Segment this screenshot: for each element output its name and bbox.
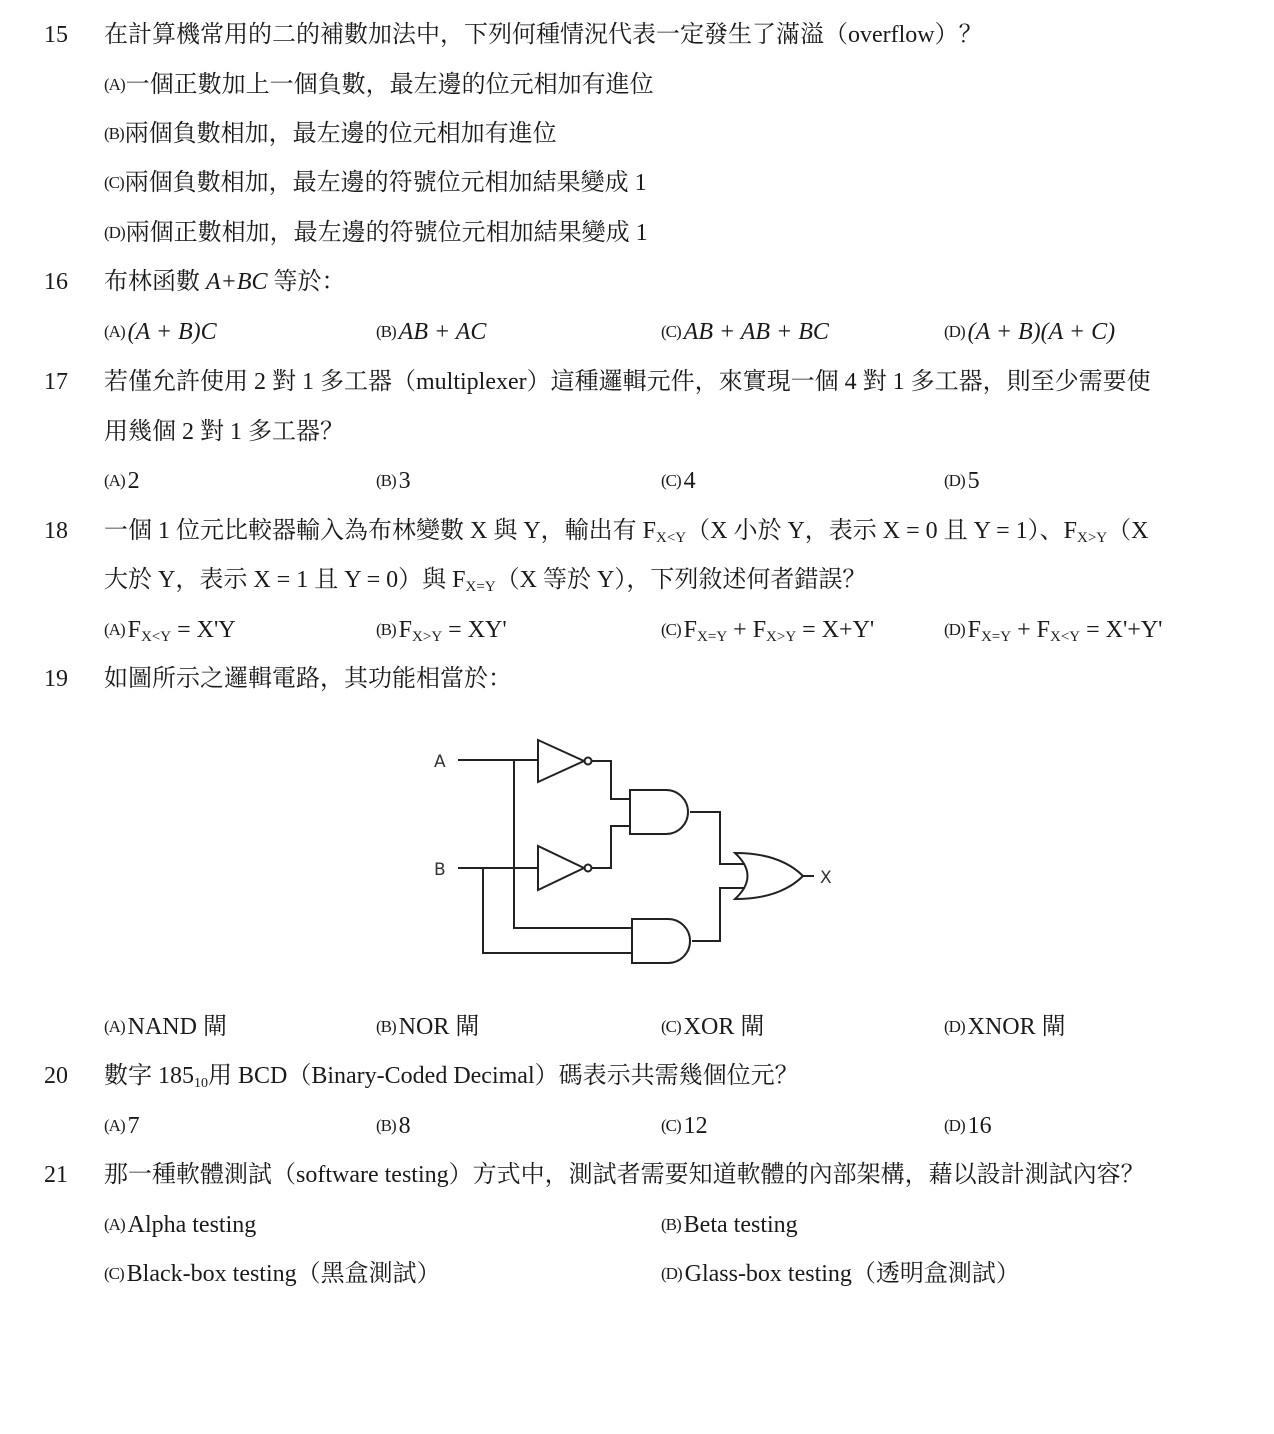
option-label: (B): [376, 1116, 396, 1135]
option-label: (B): [376, 1017, 396, 1036]
question-number: 18: [44, 518, 68, 544]
question-text: 如圖所示之邏輯電路，其功能相當於：: [104, 666, 512, 692]
option-b: [376, 1111, 411, 1143]
option-c: [661, 466, 696, 498]
option-b: [376, 466, 411, 498]
option-label: (C): [661, 1116, 681, 1135]
question-text: 那一種軟體測試（software testing）方式中，測試者需要知道軟體的內部架構，藉以設計測試內容？: [104, 1162, 1145, 1188]
option-text: Beta testing: [683, 1212, 798, 1238]
option-text: 兩個負數相加，最左邊的位元相加有進位: [124, 121, 557, 147]
option-b: [376, 1012, 479, 1044]
option-label: (A): [104, 75, 125, 94]
option-text: 3: [398, 468, 411, 494]
option-c: [661, 1012, 764, 1044]
option-b: [661, 1210, 798, 1242]
option-label: (C): [661, 322, 681, 341]
option-b: [104, 119, 557, 151]
option-label: (B): [376, 322, 396, 341]
option-a: [104, 466, 140, 498]
option-text: 兩個正數相加，最左邊的符號位元相加結果變成 1: [125, 220, 648, 246]
option-text: Alpha testing: [127, 1212, 257, 1238]
wire-and1-to-or: [690, 812, 745, 864]
question-number: 16: [44, 269, 68, 295]
option-c: [661, 317, 829, 349]
option-label: (A): [104, 322, 125, 341]
option-a: [104, 317, 217, 349]
option-text: XOR 閘: [683, 1014, 765, 1040]
option-text: 4: [683, 468, 696, 494]
option-label: (B): [104, 124, 124, 143]
option-label: (A): [104, 471, 125, 490]
option-label: (C): [661, 1017, 681, 1036]
option-d: [944, 1012, 1066, 1044]
option-label: (D): [104, 223, 125, 242]
option-a: [104, 70, 654, 102]
question-text: 布林函數 A+BC 等於：: [104, 269, 346, 295]
option-c: [104, 168, 647, 200]
option-label: (B): [376, 620, 396, 639]
option-text: AB + AB + BC: [683, 319, 829, 345]
logic-circuit-diagram: [420, 720, 850, 990]
question-text-continued: 大於 Y，表示 X = 1 且 Y = 0）與 FX=Y（X 等於 Y），下列敘述何者錯誤？: [104, 567, 867, 595]
option-label: (D): [944, 620, 965, 639]
option-a: (A) FX<Y = X'Y: [104, 617, 236, 645]
circuit-label-b: B: [434, 860, 446, 880]
option-label: (A): [104, 1017, 125, 1036]
boolean-expression: A+BC: [206, 269, 268, 295]
question-number: 21: [44, 1162, 68, 1188]
option-text: (A + B)C: [127, 319, 217, 345]
circuit-label-x: X: [820, 868, 832, 888]
wire-nota-to-and1: [592, 761, 630, 799]
option-label: (B): [661, 1215, 681, 1234]
option-text: AB + AC: [398, 319, 487, 345]
option-text: (A + B)(A + C): [967, 319, 1116, 345]
option-label: (D): [944, 322, 965, 341]
option-d: [104, 218, 648, 250]
option-label: (C): [104, 173, 124, 192]
question-text: 若僅允許使用 2 對 1 多工器（multiplexer）這種邏輯元件，來實現一個 4 對 1 多工器，則至少需要使: [104, 369, 1151, 395]
option-label: (D): [944, 471, 965, 490]
question-text: 一個 1 位元比較器輸入為布林變數 X 與 Y，輸出有 FX<Y（X 小於 Y，表示 X = 0 且 Y = 1）、FX>Y（X: [104, 518, 1149, 546]
option-d: [661, 1259, 1020, 1291]
option-label: (C): [661, 620, 681, 639]
option-c: [104, 1259, 441, 1291]
option-label: (D): [944, 1116, 965, 1135]
question-number: 20: [44, 1063, 68, 1089]
option-label: (A): [104, 1116, 125, 1135]
option-text: NAND 閘: [127, 1014, 227, 1040]
option-text: Glass-box testing（透明盒測試）: [684, 1261, 1020, 1287]
option-a: [104, 1210, 256, 1242]
option-label: (D): [661, 1264, 682, 1283]
question-text: 數字 18510用 BCD（Binary-Coded Decimal）碼表示共需幾個位元？: [104, 1063, 799, 1091]
option-label: (B): [376, 471, 396, 490]
question-text: 在計算機常用的二的補數加法中，下列何種情況代表一定發生了滿溢（overflow）？: [104, 22, 983, 48]
option-a: [104, 1012, 227, 1044]
and-gate-2: [632, 919, 690, 963]
circuit-label-a: A: [434, 752, 446, 772]
and-gate-1: [630, 790, 688, 834]
option-label: (D): [944, 1017, 965, 1036]
question-number: 15: [44, 22, 68, 48]
option-b: [376, 317, 486, 349]
not-gate-b: [538, 846, 584, 890]
option-d: [944, 317, 1115, 349]
wire-notb-to-and1: [592, 826, 630, 868]
question-number: 19: [44, 666, 68, 692]
question-number: 17: [44, 369, 68, 395]
option-label: (A): [104, 1215, 125, 1234]
option-c: (C) FX=Y + FX>Y = X+Y': [661, 617, 875, 645]
option-a: [104, 1111, 140, 1143]
option-label: (C): [661, 471, 681, 490]
option-d: (D) FX=Y + FX<Y = X'+Y': [944, 617, 1163, 645]
option-d: [944, 466, 980, 498]
option-text: NOR 閘: [398, 1014, 480, 1040]
option-text: 12: [683, 1113, 708, 1139]
option-text: 2: [127, 468, 140, 494]
or-gate: [735, 853, 803, 899]
question-text-continued: 用幾個 2 對 1 多工器？: [104, 419, 344, 445]
option-text: XNOR 閘: [967, 1014, 1066, 1040]
option-text: 5: [967, 468, 980, 494]
option-text: 兩個負數相加，最左邊的符號位元相加結果變成 1: [124, 170, 647, 196]
option-text: 7: [127, 1113, 140, 1139]
not-gate-a: [538, 740, 584, 782]
option-text: 16: [967, 1113, 992, 1139]
option-c: [661, 1111, 708, 1143]
option-label: (C): [104, 1264, 124, 1283]
option-label: (A): [104, 620, 125, 639]
option-b: (B) FX>Y = XY': [376, 617, 507, 645]
option-d: [944, 1111, 992, 1143]
option-text: Black-box testing（黑盒測試）: [126, 1261, 441, 1287]
option-text: 8: [398, 1113, 411, 1139]
option-text: 一個正數加上一個負數，最左邊的位元相加有進位: [125, 72, 654, 98]
wire-a-to-and2: [514, 760, 632, 928]
